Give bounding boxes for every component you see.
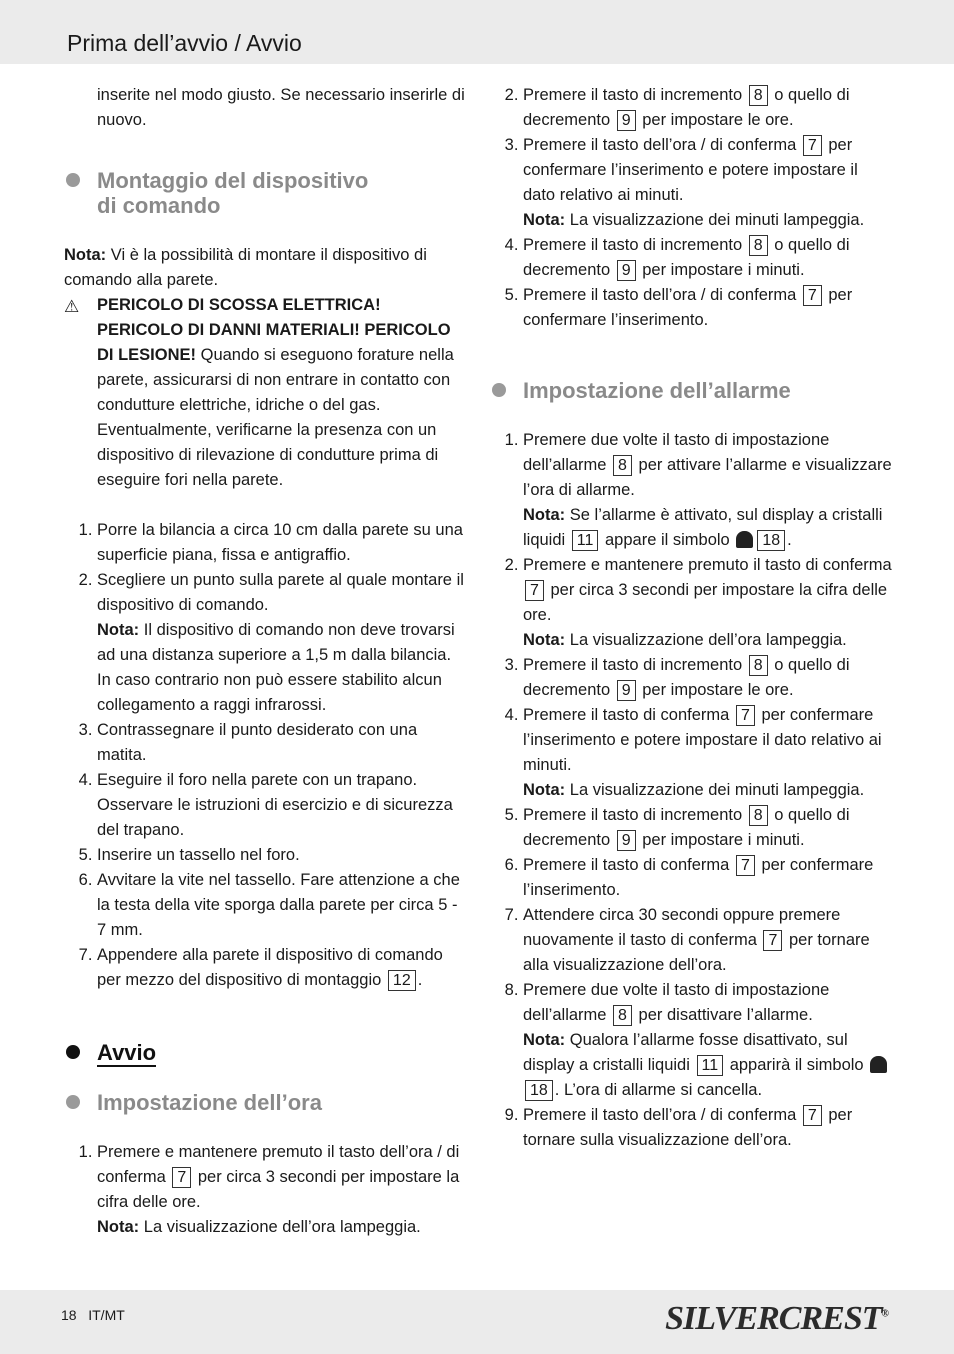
list-item: 8. Premere due volte il tasto di impostazione dell’allarme 8 per disattivare l’allarme. Nota: Qualora l’allarme fosse disattivato, sul display a cristalli liquidi 11 apparirà il simbolo 18 . L’ora di allarme si cancella. bbox=[523, 978, 892, 1103]
bell-icon bbox=[736, 531, 753, 548]
list-item: 1. Premere e mantenere premuto il tasto dell’ora / di conferma 7 per circa 3 secondi per impostare la cifra delle ore. Nota: La visualizzazione dell’ora lampeggia. bbox=[97, 1140, 466, 1240]
list-item: 4. Premere il tasto di conferma 7 per confermare l’inserimento e potere impostare il dato relativo ai minuti. Nota: La visualizzazione dei minuti lampeggia. bbox=[523, 703, 892, 803]
intro-text: inserite nel modo giusto. Se necessario inserirle di nuovo. bbox=[97, 86, 465, 129]
list-item: 2. Scegliere un punto sulla parete al quale montare il dispositivo di comando. Nota: Il dispositivo di comando non deve trovarsi ad una distanza superiore a 1,5 m dalla bilancia. In caso contrario non può essere stabilito alcun collegamento a raggi infrarossi. bbox=[97, 568, 466, 718]
ora-steps bbox=[64, 1140, 466, 1240]
page-number: 18 IT/MT bbox=[61, 1307, 125, 1323]
section-heading-montaggio: Montaggio del dispositivo di comando bbox=[64, 168, 466, 218]
list-item: 6. Premere il tasto di conferma 7 per confermare l’inserimento. bbox=[523, 853, 892, 903]
list-item: 3. Contrassegnare il punto desiderato con una matita. bbox=[97, 718, 466, 768]
list-item: 6. Avvitare la vite nel tassello. Fare attenzione a che la testa della vite sporga dalla parete per circa 5 - 7 mm. bbox=[97, 868, 466, 943]
key-ref: 12 bbox=[388, 970, 416, 991]
list-item: 7. Attendere circa 30 secondi oppure premere nuovamente il tasto di conferma 7 per tornare alla visualizzazione dell’ora. bbox=[523, 903, 892, 978]
list-item: 7. Appendere alla parete il dispositivo di comando per mezzo del dispositivo di montaggio 12 . bbox=[97, 943, 466, 993]
list-item: 2. Premere e mantenere premuto il tasto di conferma 7 per circa 3 secondi per impostare la cifra delle ore. Nota: La visualizzazione dell’ora lampeggia. bbox=[523, 553, 892, 653]
list-item: 4. Premere il tasto di incremento 8 o quello di decremento 9 per impostare i minuti. bbox=[523, 233, 892, 283]
ora-steps-cont bbox=[490, 83, 892, 333]
list-item: 5. Inserire un tassello nel foro. bbox=[97, 843, 466, 868]
montaggio-steps bbox=[64, 518, 466, 993]
warning-block: ⚠ PERICOLO DI SCOSSA ELETTRICA! PERICOLO DI DANNI MATERIALI! PERICOLO DI LESIONE! Quando si eseguono forature nella parete, assicurarsi di non entrare in contatto con condutture elettriche, idriche o del gas. Eventualmente, verificarne la presenza con un dispositivo di rilevazione di condutture prima di eseguire fori nella parete. bbox=[64, 296, 454, 489]
list-item: 5. Premere il tasto dell’ora / di conferma 7 per confermare l’inserimento. bbox=[523, 283, 892, 333]
section-heading-allarme: Impostazione dell’allarme bbox=[490, 378, 892, 403]
section-heading-avvio: Avvio bbox=[64, 1040, 466, 1065]
bell-icon bbox=[870, 1056, 887, 1073]
section-heading-ora: Impostazione dell’ora bbox=[64, 1090, 466, 1115]
nota-montaggio: Nota: Vi è la possibilità di montare il dispositivo di comando alla parete. bbox=[64, 246, 427, 289]
list-item: 1. Porre la bilancia a circa 10 cm dalla parete su una superficie piana, fissa e antigraffio. bbox=[97, 518, 466, 568]
right-column bbox=[490, 83, 892, 1153]
page-header bbox=[0, 0, 954, 64]
list-item: 5. Premere il tasto di incremento 8 o quello di decremento 9 per impostare i minuti. bbox=[523, 803, 892, 853]
warning-triangle-icon: ⚠ bbox=[64, 297, 80, 316]
page-footer bbox=[0, 1290, 954, 1354]
list-item: 9. Premere il tasto dell’ora / di conferma 7 per tornare sulla visualizzazione dell’ora. bbox=[523, 1103, 892, 1153]
page-title: Prima dell’avvio / Avvio bbox=[67, 30, 302, 56]
list-item: 3. Premere il tasto dell’ora / di conferma 7 per confermare l’inserimento e potere impostare il dato relativo ai minuti. Nota: La visualizzazione dei minuti lampeggia. bbox=[523, 133, 892, 233]
left-column bbox=[64, 83, 466, 1240]
list-item: 2. Premere il tasto di incremento 8 o quello di decremento 9 per impostare le ore. bbox=[523, 83, 892, 133]
list-item: 4. Eseguire il foro nella parete con un trapano. Osservare le istruzioni di esercizio e di sicurezza del trapano. bbox=[97, 768, 466, 843]
list-item: 1. Premere due volte il tasto di impostazione dell’allarme 8 per attivare l’allarme e visualizzare l’ora di allarme. Nota: Se l’allarme è attivato, sul display a cristalli liquidi 11 appare il simbolo 18 . bbox=[523, 428, 892, 553]
list-item: 3. Premere il tasto di incremento 8 o quello di decremento 9 per impostare le ore. bbox=[523, 653, 892, 703]
brand-logo: SILVERCREST® bbox=[665, 1300, 888, 1337]
allarme-steps bbox=[490, 428, 892, 1153]
